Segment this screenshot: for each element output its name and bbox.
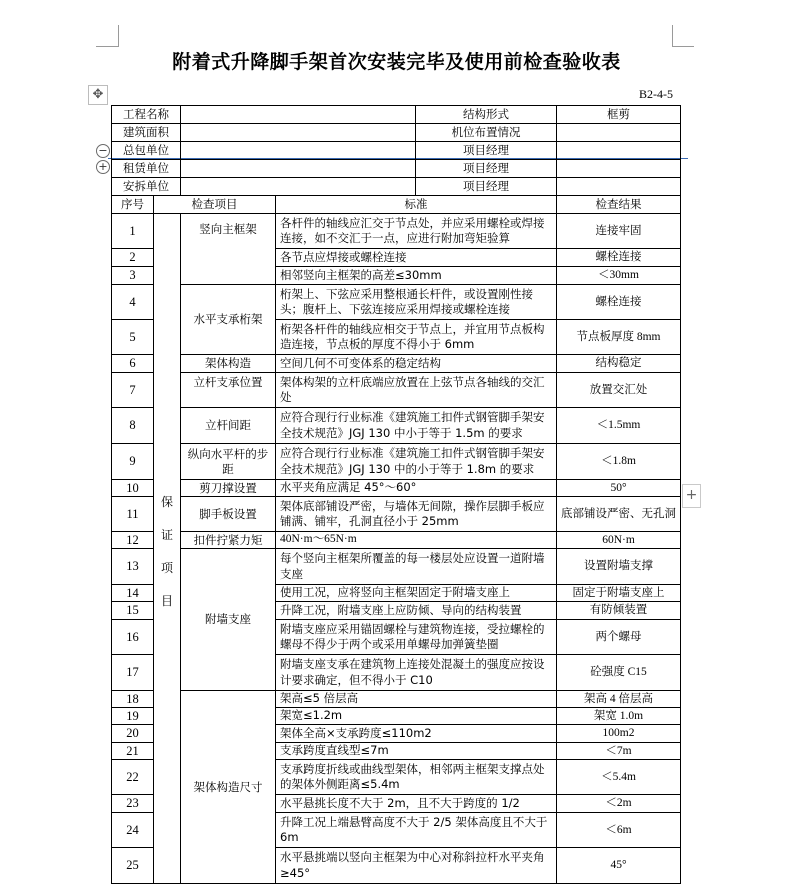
- category-horizontal-bar: 纵向水平杆的步距: [181, 444, 276, 480]
- category-board: 脚手板设置: [181, 497, 276, 532]
- row-number: 13: [112, 549, 154, 585]
- group-label-char: 保: [160, 495, 173, 509]
- standard-cell: 附墙支座支承在建筑物上连接处混凝土的强度应按设计要求确定，但不得小于 C10: [276, 655, 557, 691]
- project-name-label: 工程名称: [112, 106, 181, 124]
- header-row-contractor: [112, 142, 681, 160]
- group-label-char: 证: [160, 528, 173, 542]
- table-row: [112, 497, 681, 532]
- result-cell[interactable]: ＜1.8m: [557, 444, 681, 480]
- result-cell[interactable]: 砼强度 C15: [557, 655, 681, 691]
- standard-cell: 水平悬挑长度不大于 2m，且不大于跨度的 1/2: [276, 795, 557, 813]
- standard-cell: 支承跨度直线型≤7m: [276, 743, 557, 760]
- row-number: 22: [112, 760, 154, 795]
- project-manager-value[interactable]: [557, 160, 681, 178]
- category-horizontal-truss: 水平支承桁架: [181, 285, 276, 355]
- standard-cell: 相邻竖向主框架的高差≤30mm: [276, 267, 557, 285]
- table-move-handle-icon[interactable]: ✥: [88, 85, 108, 105]
- document-title: 附着式升降脚手架首次安装完毕及使用前检查验收表: [172, 51, 621, 73]
- result-cell[interactable]: 两个螺母: [557, 620, 681, 655]
- structure-form-label: 结构形式: [416, 106, 557, 124]
- category-torque: 扣件拧紧力矩: [181, 532, 276, 549]
- col-header-standard: 标准: [276, 196, 557, 214]
- standard-cell: 应符合现行行业标准《建筑施工扣件式钢管脚手架安全技术规范》JGJ 130 中小于等于 1.5m 的要求: [276, 408, 557, 444]
- row-number: 9: [112, 444, 154, 480]
- result-cell[interactable]: 螺栓连接: [557, 285, 681, 320]
- project-manager-value[interactable]: [557, 142, 681, 160]
- row-number: 4: [112, 285, 154, 320]
- standard-cell: 升降工况，附墙支座上应防倾、导向的结构装置: [276, 602, 557, 620]
- margin-mark-top-right-v: [672, 25, 673, 47]
- standard-cell: 升降工况上端悬臂高度不大于 2/5 架体高度且不大于 6m: [276, 813, 557, 848]
- table-row: [112, 285, 681, 320]
- result-cell[interactable]: 有防倾装置: [557, 602, 681, 620]
- standard-cell: 架宽≤1.2m: [276, 708, 557, 725]
- result-cell[interactable]: 设置附墙支撑: [557, 549, 681, 585]
- table-row: [112, 444, 681, 480]
- standard-cell: 各杆件的轴线应汇交于节点处，并应采用螺栓或焊接连接，如不交汇于一点，应进行附加弯矩验算: [276, 214, 557, 249]
- standard-cell: 架体构架的立杆底端应放置在上弦节点各轴线的交汇处: [276, 373, 557, 408]
- standard-cell: 每个竖向主框架所覆盖的每一楼层处应设置一道附墙支座: [276, 549, 557, 585]
- row-number: 20: [112, 725, 154, 743]
- row-number: 3: [112, 267, 154, 285]
- project-name-value[interactable]: [181, 106, 416, 124]
- category-frame-structure: 架体构造: [181, 355, 276, 373]
- row-number: 21: [112, 743, 154, 760]
- result-cell[interactable]: 架高 4 倍层高: [557, 691, 681, 708]
- result-cell[interactable]: 节点板厚度 8mm: [557, 320, 681, 355]
- standard-cell: 应符合现行行业标准《建筑施工扣件式钢管脚手架安全技术规范》JGJ 130 中的小于等于 1.8m 的要求: [276, 444, 557, 480]
- category-scissor: 剪刀撑设置: [181, 480, 276, 497]
- row-number: 1: [112, 214, 154, 249]
- row-number: 17: [112, 655, 154, 691]
- standard-cell: 支承跨度折线或曲线型架体，相邻两主框架支撑点处的架体外侧距离≤5.4m: [276, 760, 557, 795]
- table-row: [112, 214, 681, 249]
- standard-cell: 使用工况，应将竖向主框架固定于附墙支座上: [276, 585, 557, 602]
- row-number: 19: [112, 708, 154, 725]
- project-manager-label: 项目经理: [416, 178, 557, 196]
- table-row: [112, 373, 681, 408]
- row-number: 5: [112, 320, 154, 355]
- table-row: [112, 549, 681, 585]
- add-column-icon[interactable]: +: [682, 484, 701, 508]
- row-number: 18: [112, 691, 154, 708]
- row-number: 11: [112, 497, 154, 532]
- table-row: [112, 691, 681, 708]
- standard-cell: 架高≤5 倍层高: [276, 691, 557, 708]
- result-cell[interactable]: ＜5.4m: [557, 760, 681, 795]
- col-header-no: 序号: [112, 196, 154, 214]
- installer-value[interactable]: [181, 178, 416, 196]
- standard-cell: 水平悬挑端以竖向主框架为中心对称斜拉杆水平夹角≥45°: [276, 848, 557, 884]
- group-label-char: 项: [160, 561, 173, 575]
- result-cell[interactable]: ＜1.5mm: [557, 408, 681, 444]
- category-wall-support: 附墙支座: [181, 549, 276, 691]
- margin-mark-top-left-v: [118, 25, 119, 47]
- general-contractor-value[interactable]: [181, 142, 416, 160]
- project-manager-label: 项目经理: [416, 160, 557, 178]
- table-row: [112, 355, 681, 373]
- result-cell[interactable]: 50°: [557, 480, 681, 497]
- result-cell[interactable]: 底部铺设严密、无孔洞: [557, 497, 681, 532]
- table-row: [112, 408, 681, 444]
- standard-cell: 各节点应焊接或螺栓连接: [276, 249, 557, 267]
- group-label-cell: [154, 214, 181, 884]
- result-cell[interactable]: 固定于附墙支座上: [557, 585, 681, 602]
- building-area-value[interactable]: [181, 124, 416, 142]
- result-cell[interactable]: 100m2: [557, 725, 681, 743]
- row-number: 8: [112, 408, 154, 444]
- standard-cell: 架体全高×支承跨度≤110m2: [276, 725, 557, 743]
- position-layout-value[interactable]: [557, 124, 681, 142]
- lessor-label: 租赁单位: [112, 160, 181, 178]
- project-manager-label: 项目经理: [416, 142, 557, 160]
- row-number: 12: [112, 532, 154, 549]
- row-number: 7: [112, 373, 154, 408]
- result-cell[interactable]: 60N·m: [557, 532, 681, 549]
- col-header-result: 检查结果: [557, 196, 681, 214]
- group-label-char: 目: [160, 594, 173, 608]
- result-cell[interactable]: ＜7m: [557, 743, 681, 760]
- standard-cell: 桁架各杆件的轴线应相交于节点上，并宜用节点板构造连接，节点板的厚度不得小于 6mm: [276, 320, 557, 355]
- standard-cell: 水平夹角应满足 45°～60°: [276, 480, 557, 497]
- row-number: 10: [112, 480, 154, 497]
- table-row: [112, 532, 681, 549]
- form-code: B2-4-5: [639, 87, 673, 101]
- row-number: 25: [112, 848, 154, 884]
- result-cell[interactable]: ＜2m: [557, 795, 681, 813]
- header-row-installer: [112, 178, 681, 196]
- header-row-project: [112, 106, 681, 124]
- result-cell[interactable]: ＜6m: [557, 813, 681, 848]
- row-number: 23: [112, 795, 154, 813]
- installer-label: 安拆单位: [112, 178, 181, 196]
- row-number: 24: [112, 813, 154, 848]
- standard-cell: 40N·m～65N·m: [276, 532, 557, 549]
- result-cell[interactable]: ＜30mm: [557, 267, 681, 285]
- result-cell[interactable]: 结构稳定: [557, 355, 681, 373]
- building-area-label: 建筑面积: [112, 124, 181, 142]
- standard-cell: 桁架上、下弦应采用整根通长杆件，或设置刚性接头；腹杆上、下弦连接应采用焊接或螺栓连接: [276, 285, 557, 320]
- row-number: 2: [112, 249, 154, 267]
- category-pole-support: 立杆支承位置: [181, 373, 276, 408]
- position-layout-label: 机位布置情况: [416, 124, 557, 142]
- row-number: 14: [112, 585, 154, 602]
- inspection-table: [111, 105, 681, 884]
- structure-form-value[interactable]: 框剪: [557, 106, 681, 124]
- header-row-lessor: [112, 160, 681, 178]
- insert-row-icon[interactable]: +: [96, 160, 110, 174]
- project-manager-value[interactable]: [557, 178, 681, 196]
- header-row-area: [112, 124, 681, 142]
- result-cell[interactable]: 架宽 1.0m: [557, 708, 681, 725]
- row-number: 15: [112, 602, 154, 620]
- row-number: 6: [112, 355, 154, 373]
- lessor-value[interactable]: [181, 160, 416, 178]
- category-vertical-frame: 竖向主框架: [181, 214, 276, 285]
- delete-row-icon[interactable]: −: [96, 144, 110, 158]
- column-header-row: [112, 196, 681, 214]
- standard-cell: 附墙支座应采用锚固螺栓与建筑物连接，受拉螺栓的螺母不得少于两个或采用单螺母加弹簧垫圈: [276, 620, 557, 655]
- row-number: 16: [112, 620, 154, 655]
- standard-cell: 空间几何不可变体系的稳定结构: [276, 355, 557, 373]
- result-cell[interactable]: 连接牢固: [557, 214, 681, 249]
- result-cell[interactable]: 45°: [557, 848, 681, 884]
- category-pole-spacing: 立杆间距: [181, 408, 276, 444]
- result-cell[interactable]: 螺栓连接: [557, 249, 681, 267]
- category-frame-size: 架体构造尺寸: [181, 691, 276, 884]
- table-row: [112, 480, 681, 497]
- col-header-item: 检查项目: [154, 196, 276, 214]
- standard-cell: 架体底部铺设严密，与墙体无间隙，操作层脚手板应铺满、铺牢，孔洞直径小于 25mm: [276, 497, 557, 532]
- general-contractor-label: 总包单位: [112, 142, 181, 160]
- result-cell[interactable]: 放置交汇处: [557, 373, 681, 408]
